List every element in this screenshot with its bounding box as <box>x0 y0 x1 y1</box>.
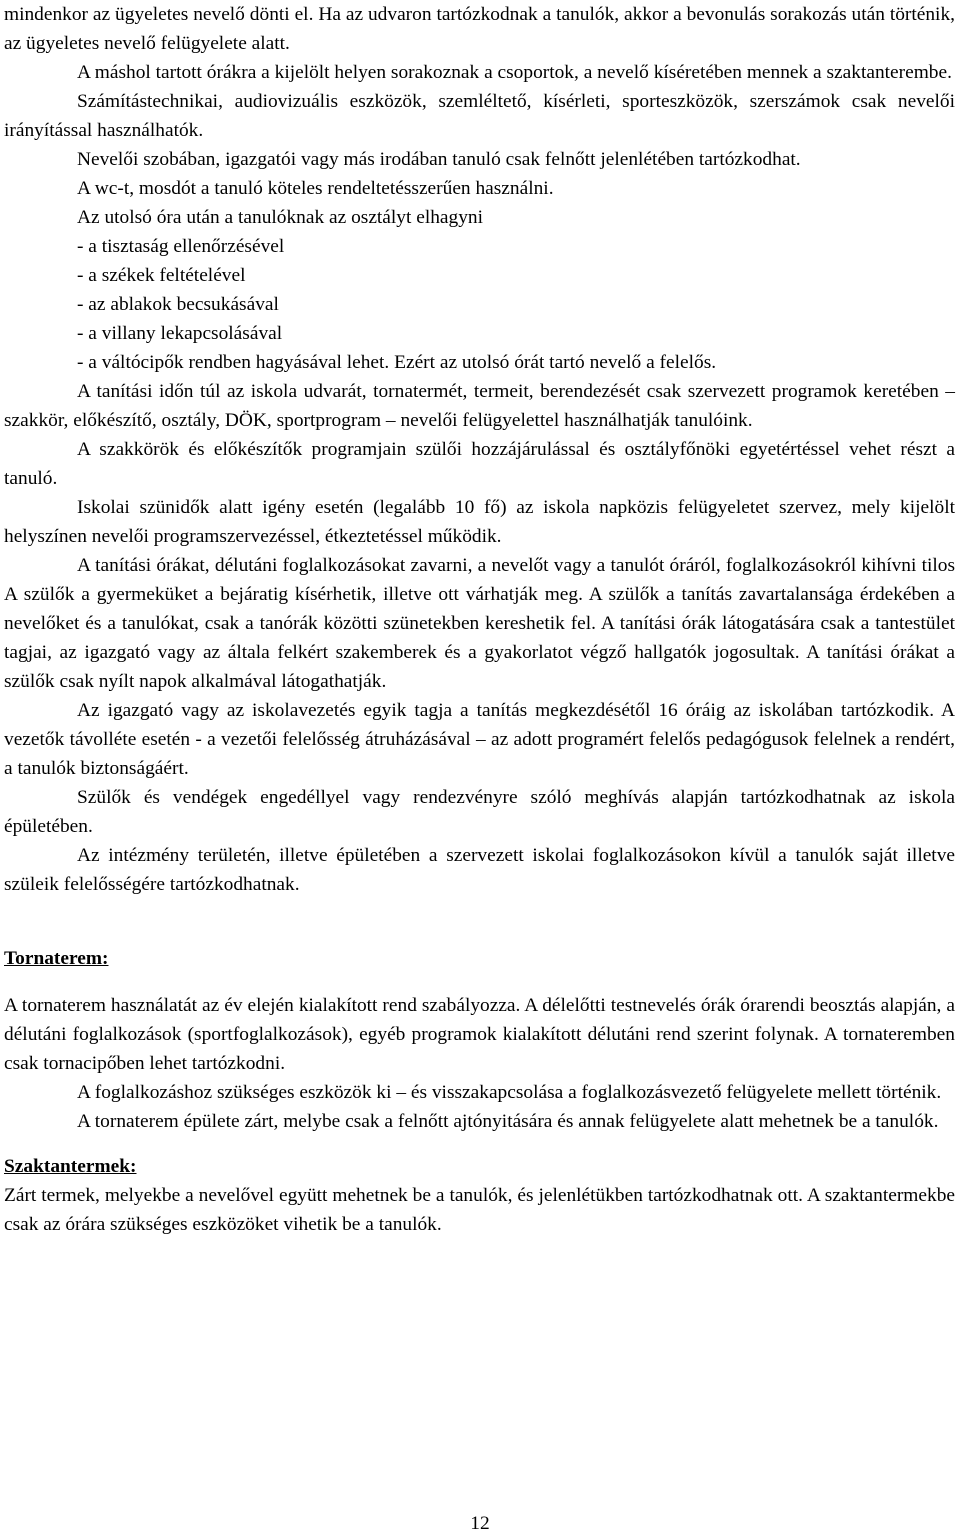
paragraph: A tornaterem épülete zárt, melybe csak a felnőtt ajtónyitására és annak felügyelete alatt mehetnek be a tanulók. <box>77 1111 939 1132</box>
paragraph: A szakkörök és előkészítők programjain szülői hozzájárulással és osztályfőnöki egyetértéssel vehet részt a tanuló. <box>4 439 955 489</box>
paragraph: Zárt termek, melyekbe a nevelővel együtt mehetnek be a tanulók, és jelenlétükben tartózkodhatnak ott. A szaktantermekbe csak az órára szükséges eszközöket vihetik be a tanulók. <box>4 1185 955 1235</box>
paragraph: A tanítási órákat, délutáni foglalkozásokat zavarni, a nevelőt vagy a tanulót óráról, foglalkozásokról kihívni tilos A szülők a gyermeküket a bejáratig kísérhetik, illetve ott várhatják meg. A szülők a tanítás zavartalansága érdekében a nevelőket és a tanulókat, csak a tanórák közötti szünetekben kereshetik fel. A tanítási órák látogatására csak a tantestület tagjai, az igazgató vagy az általa felkért szakemberek és a gyakorlatot végző hallgatók jogosultak. A tanítási órákat a szülők csak nyílt napok alkalmával látogathatják. <box>4 555 955 692</box>
heading-spacer <box>4 973 955 991</box>
paragraph: Szülők és vendégek engedéllyel vagy rendezvényre szóló meghívás alapján tartózkodhatnak az iskola épületében. <box>4 787 955 837</box>
paragraph: A tanítási időn túl az iskola udvarát, tornatermét, termeit, berendezését csak szervezett programok keretében – szakkör, előkészítő, osztály, DÖK, sportprogram – nevelői felügyelettel használhatják tanulóink. <box>4 381 955 431</box>
paragraph: A foglalkozáshoz szükséges eszközök ki – és visszakapcsolása a foglalkozásvezető felügyelete mellett történik. <box>77 1082 942 1103</box>
section-szaktantermek <box>4 1152 955 1239</box>
paragraph: Az igazgató vagy az iskolavezetés egyik tagja a tanítás megkezdésétől 16 óráig az iskolában tartózkodik. A vezetők távolléte esetén - a vezetői felelősség átruházásával – az adott programért felelős pedagógusok felelnek a rendért, a tanulók biztonságáért. <box>4 700 955 779</box>
middle-paragraphs <box>4 377 955 899</box>
list-item: - az ablakok becsukásával <box>77 294 279 315</box>
paragraph: Az intézmény területén, illetve épületében a szervezett iskolai foglalkozásokon kívül a tanulók saját illetve szüleik felelősségére tartózkodhatnak. <box>4 845 955 895</box>
section-spacer <box>4 1136 955 1152</box>
section-heading: Szaktantermek: <box>4 1156 137 1177</box>
list-item: - a székek feltételével <box>77 265 246 286</box>
paragraph: Iskolai szünidők alatt igény esetén (legalább 10 fő) az iskola napközis felügyeletet szervez, mely kijelölt helyszínen nevelői programszervezéssel, étkeztetéssel működik. <box>4 497 955 547</box>
page-content <box>4 0 955 1239</box>
page-number: 12 <box>470 1513 490 1534</box>
list-item: - a váltócipők rendben hagyásával lehet. Ezért az utolsó órát tartó nevelő a felelős. <box>77 352 717 373</box>
section-spacer <box>4 899 955 944</box>
paragraph: A wc-t, mosdót a tanuló köteles rendeltetésszerűen használni. <box>77 178 554 199</box>
section-tornaterem <box>4 944 955 1136</box>
list-item: - a villany lekapcsolásával <box>77 323 283 344</box>
paragraph: A máshol tartott órákra a kijelölt helyen sorakoznak a csoportok, a nevelő kíséretében mennek a szaktanterembe. <box>77 62 952 83</box>
paragraph: mindenkor az ügyeletes nevelő dönti el. Ha az udvaron tartózkodnak a tanulók, akkor a bevonulás sorakozás után történik, az ügyeletes nevelő felügyelete alatt. <box>4 4 955 54</box>
top-paragraphs <box>4 0 955 203</box>
paragraph: A tornaterem használatát az év elején kialakított rend szabályozza. A délelőtti testnevelés órák órarendi beosztás alapján, a délutáni foglalkozások (sportfoglalkozások), egyéb programok kialakított délutáni rend szerint folynak. A tornateremben csak tornacipőben lehet tartózkodni. <box>4 995 955 1074</box>
section-heading: Tornaterem: <box>4 948 109 969</box>
paragraph: Számítástechnikai, audiovizuális eszközök, szemléltető, kísérleti, sporteszközök, szerszámok csak nevelői irányítással használhatók. <box>4 91 955 141</box>
list-item: - a tisztaság ellenőrzésével <box>77 236 285 257</box>
paragraph: Nevelői szobában, igazgatói vagy más irodában tanuló csak felnőtt jelenlétében tartózkodhat. <box>77 149 801 170</box>
list-intro: Az utolsó óra után a tanulóknak az osztályt elhagyni <box>77 207 484 228</box>
leave-classroom-list <box>4 203 955 377</box>
